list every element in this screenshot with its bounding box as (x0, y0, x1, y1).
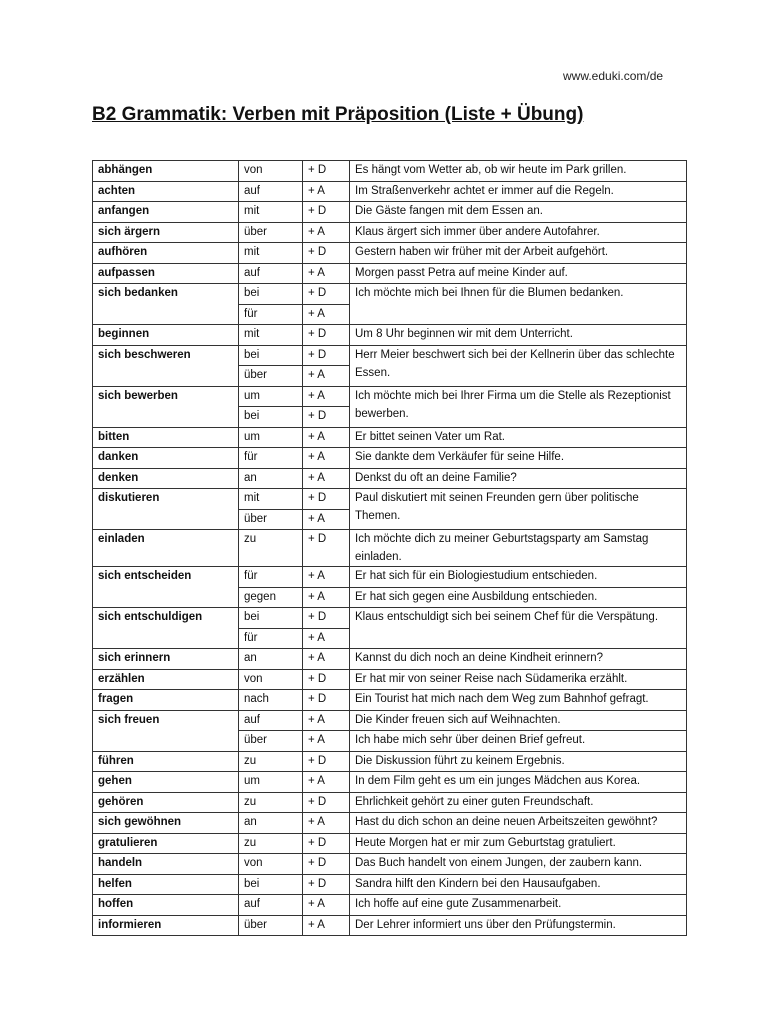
case-cell: + A (303, 386, 350, 407)
verb-cell: aufpassen (93, 263, 239, 284)
example-cell: Er hat sich für ein Biologiestudium entschieden. (350, 567, 687, 588)
case-cell: + D (303, 407, 350, 428)
case-cell: + A (303, 710, 350, 731)
preposition-cell: zu (239, 530, 303, 567)
verb-cell: sich freuen (93, 710, 239, 751)
case-cell: + D (303, 243, 350, 264)
example-cell: Heute Morgen hat er mir zum Geburtstag gratuliert. (350, 833, 687, 854)
verb-cell: sich bewerben (93, 386, 239, 427)
preposition-cell: auf (239, 710, 303, 731)
example-cell: Klaus ärgert sich immer über andere Autofahrer. (350, 222, 687, 243)
case-cell: + A (303, 509, 350, 530)
case-cell: + A (303, 468, 350, 489)
verb-table (92, 160, 687, 936)
case-cell: + A (303, 895, 350, 916)
verb-cell: beginnen (93, 325, 239, 346)
preposition-cell: über (239, 366, 303, 387)
verb-cell: sich bedanken (93, 284, 239, 325)
example-cell: Er hat sich gegen eine Ausbildung entschieden. (350, 587, 687, 608)
preposition-cell: um (239, 772, 303, 793)
table-row (93, 448, 687, 469)
preposition-cell: an (239, 813, 303, 834)
preposition-cell: von (239, 161, 303, 182)
preposition-cell: bei (239, 345, 303, 366)
verb-cell: informieren (93, 915, 239, 936)
table-row (93, 915, 687, 936)
table-row (93, 690, 687, 711)
table-row (93, 263, 687, 284)
case-cell: + D (303, 325, 350, 346)
case-cell: + A (303, 304, 350, 325)
verb-cell: fragen (93, 690, 239, 711)
table-row (93, 325, 687, 346)
table-row (93, 284, 687, 305)
case-cell: + A (303, 181, 350, 202)
case-cell: + A (303, 731, 350, 752)
verb-cell: sich erinnern (93, 649, 239, 670)
case-cell: + A (303, 263, 350, 284)
case-cell: + D (303, 792, 350, 813)
table-row (93, 222, 687, 243)
verb-cell: sich beschweren (93, 345, 239, 386)
preposition-cell: bei (239, 874, 303, 895)
preposition-cell: bei (239, 284, 303, 305)
preposition-cell: mit (239, 489, 303, 510)
verb-cell: achten (93, 181, 239, 202)
case-cell: + A (303, 567, 350, 588)
example-cell: Er bittet seinen Vater um Rat. (350, 427, 687, 448)
table-row (93, 833, 687, 854)
table-row (93, 649, 687, 670)
verb-cell: abhängen (93, 161, 239, 182)
case-cell: + A (303, 427, 350, 448)
verb-cell: gehören (93, 792, 239, 813)
preposition-cell: mit (239, 202, 303, 223)
table-row (93, 427, 687, 448)
source-url: www.eduki.com/de (563, 69, 664, 83)
case-cell: + A (303, 587, 350, 608)
preposition-cell: bei (239, 608, 303, 629)
example-cell: Paul diskutiert mit seinen Freunden gern über politische Themen. (350, 489, 687, 530)
example-cell: Ich möchte mich bei Ihrer Firma um die Stelle als Rezeptionist bewerben. (350, 386, 687, 427)
example-cell: Gestern haben wir früher mit der Arbeit aufgehört. (350, 243, 687, 264)
preposition-cell: bei (239, 407, 303, 428)
example-cell: Um 8 Uhr beginnen wir mit dem Unterricht. (350, 325, 687, 346)
preposition-cell: für (239, 448, 303, 469)
verb-cell: führen (93, 751, 239, 772)
example-cell: Die Kinder freuen sich auf Weihnachten. (350, 710, 687, 731)
example-cell: Ich habe mich sehr über deinen Brief gefreut. (350, 731, 687, 752)
example-cell: Ich möchte mich bei Ihnen für die Blumen bedanken. (350, 284, 687, 325)
preposition-cell: gegen (239, 587, 303, 608)
preposition-cell: auf (239, 263, 303, 284)
preposition-cell: nach (239, 690, 303, 711)
case-cell: + D (303, 284, 350, 305)
table-row (93, 608, 687, 629)
table-row (93, 202, 687, 223)
verb-cell: sich entscheiden (93, 567, 239, 608)
example-cell: In dem Film geht es um ein junges Mädchen aus Korea. (350, 772, 687, 793)
example-cell: Er hat mir von seiner Reise nach Südamerika erzählt. (350, 669, 687, 690)
verb-cell: denken (93, 468, 239, 489)
example-cell: Das Buch handelt von einem Jungen, der zaubern kann. (350, 854, 687, 875)
example-cell: Ein Tourist hat mich nach dem Weg zum Bahnhof gefragt. (350, 690, 687, 711)
table-row (93, 669, 687, 690)
case-cell: + D (303, 345, 350, 366)
verb-cell: helfen (93, 874, 239, 895)
table-row (93, 895, 687, 916)
preposition-cell: auf (239, 181, 303, 202)
verb-cell: handeln (93, 854, 239, 875)
table-row (93, 772, 687, 793)
table-row (93, 874, 687, 895)
table-row (93, 530, 687, 567)
example-cell: Hast du dich schon an deine neuen Arbeitszeiten gewöhnt? (350, 813, 687, 834)
verb-cell: erzählen (93, 669, 239, 690)
preposition-cell: zu (239, 792, 303, 813)
case-cell: + A (303, 813, 350, 834)
verb-cell: diskutieren (93, 489, 239, 530)
example-cell: Die Diskussion führt zu keinem Ergebnis. (350, 751, 687, 772)
table-row (93, 386, 687, 407)
preposition-cell: zu (239, 751, 303, 772)
example-cell: Klaus entschuldigt sich bei seinem Chef für die Verspätung. (350, 608, 687, 649)
example-cell: Es hängt vom Wetter ab, ob wir heute im Park grillen. (350, 161, 687, 182)
example-cell: Kannst du dich noch an deine Kindheit erinnern? (350, 649, 687, 670)
case-cell: + D (303, 833, 350, 854)
verb-cell: einladen (93, 530, 239, 567)
table-row (93, 567, 687, 588)
example-cell: Sandra hilft den Kindern bei den Hausaufgaben. (350, 874, 687, 895)
preposition-cell: für (239, 567, 303, 588)
case-cell: + D (303, 489, 350, 510)
table-row (93, 243, 687, 264)
example-cell: Herr Meier beschwert sich bei der Kellnerin über das schlechte Essen. (350, 345, 687, 386)
case-cell: + D (303, 874, 350, 895)
verb-cell: aufhören (93, 243, 239, 264)
preposition-cell: über (239, 222, 303, 243)
preposition-cell: an (239, 468, 303, 489)
table-row (93, 181, 687, 202)
preposition-cell: für (239, 628, 303, 649)
case-cell: + A (303, 448, 350, 469)
verb-cell: bitten (93, 427, 239, 448)
case-cell: + D (303, 854, 350, 875)
example-cell: Denkst du oft an deine Familie? (350, 468, 687, 489)
preposition-cell: um (239, 427, 303, 448)
example-cell: Morgen passt Petra auf meine Kinder auf. (350, 263, 687, 284)
case-cell: + D (303, 669, 350, 690)
verb-cell: sich gewöhnen (93, 813, 239, 834)
table-row (93, 468, 687, 489)
preposition-cell: zu (239, 833, 303, 854)
verb-cell: danken (93, 448, 239, 469)
preposition-cell: von (239, 854, 303, 875)
verb-cell: gratulieren (93, 833, 239, 854)
case-cell: + A (303, 649, 350, 670)
verb-cell: gehen (93, 772, 239, 793)
table-row (93, 813, 687, 834)
case-cell: + D (303, 608, 350, 629)
case-cell: + D (303, 161, 350, 182)
case-cell: + D (303, 530, 350, 567)
case-cell: + A (303, 222, 350, 243)
preposition-cell: mit (239, 243, 303, 264)
table-row (93, 751, 687, 772)
table-row (93, 489, 687, 510)
example-cell: Sie dankte dem Verkäufer für seine Hilfe. (350, 448, 687, 469)
preposition-cell: um (239, 386, 303, 407)
preposition-cell: über (239, 915, 303, 936)
case-cell: + D (303, 202, 350, 223)
preposition-cell: über (239, 731, 303, 752)
preposition-cell: an (239, 649, 303, 670)
case-cell: + A (303, 915, 350, 936)
preposition-cell: über (239, 509, 303, 530)
table-row (93, 854, 687, 875)
case-cell: + A (303, 366, 350, 387)
case-cell: + A (303, 772, 350, 793)
page-title: B2 Grammatik: Verben mit Präposition (Liste + Übung) (92, 104, 584, 125)
example-cell: Die Gäste fangen mit dem Essen an. (350, 202, 687, 223)
example-cell: Ich hoffe auf eine gute Zusammenarbeit. (350, 895, 687, 916)
table-row (93, 792, 687, 813)
example-cell: Im Straßenverkehr achtet er immer auf die Regeln. (350, 181, 687, 202)
example-cell: Ehrlichkeit gehört zu einer guten Freundschaft. (350, 792, 687, 813)
table-row (93, 710, 687, 731)
verb-cell: hoffen (93, 895, 239, 916)
preposition-cell: von (239, 669, 303, 690)
preposition-cell: mit (239, 325, 303, 346)
verb-cell: sich ärgern (93, 222, 239, 243)
verb-cell: sich entschuldigen (93, 608, 239, 649)
table-row (93, 345, 687, 366)
verb-cell: anfangen (93, 202, 239, 223)
preposition-cell: auf (239, 895, 303, 916)
example-cell: Der Lehrer informiert uns über den Prüfungstermin. (350, 915, 687, 936)
case-cell: + A (303, 628, 350, 649)
case-cell: + D (303, 690, 350, 711)
table-row (93, 161, 687, 182)
example-cell: Ich möchte dich zu meiner Geburtstagsparty am Samstag einladen. (350, 530, 687, 567)
case-cell: + D (303, 751, 350, 772)
preposition-cell: für (239, 304, 303, 325)
